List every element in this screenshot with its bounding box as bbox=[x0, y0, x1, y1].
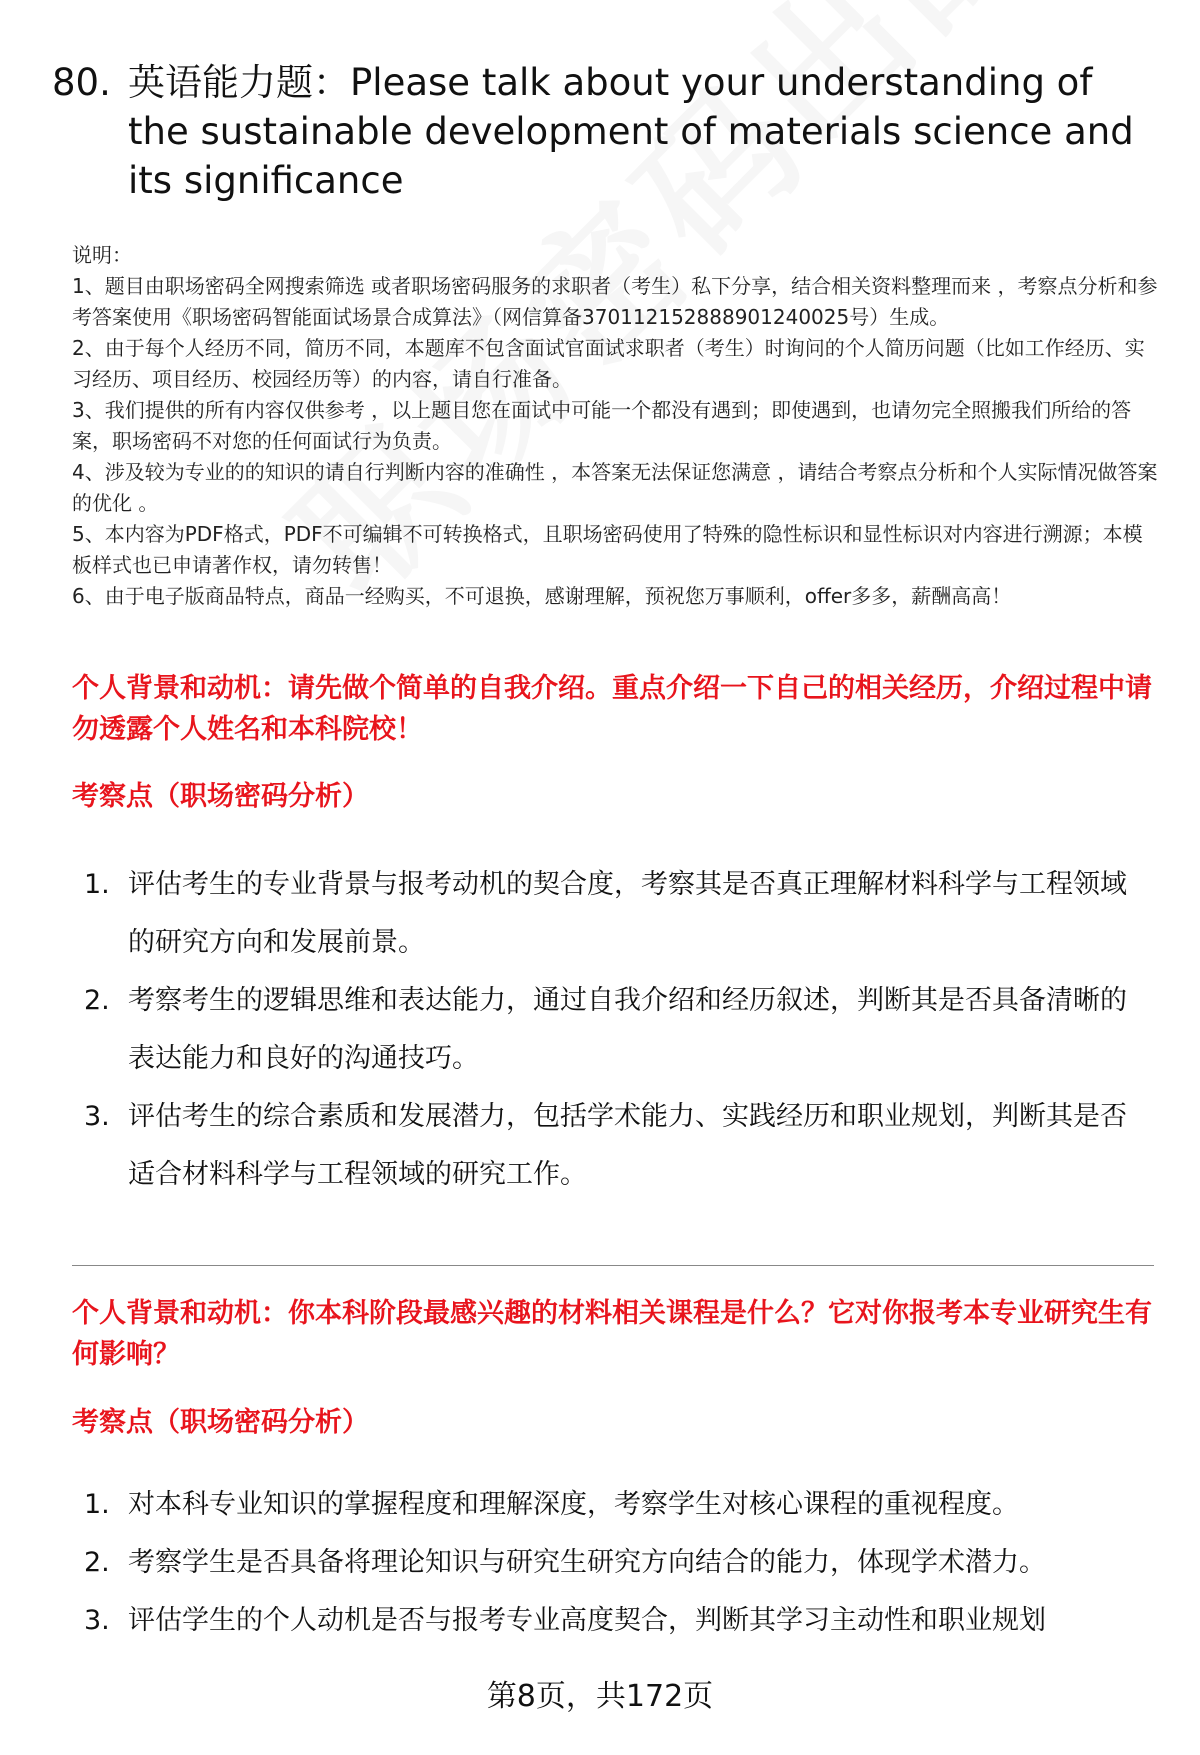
section2-question: 个人背景和动机：你本科阶段最感兴趣的材料相关课程是什么？它对你报考本专业研究生有何影响？ bbox=[72, 1298, 1152, 1370]
notes-heading: 说明： bbox=[72, 243, 132, 267]
question-text: 英语能力题：Please talk about your understanding of the sustainable development of materials science and its significance bbox=[128, 61, 1134, 202]
list-item bbox=[84, 972, 1144, 1088]
note-item: 1、题目由职场密码全网搜索筛选 或者职场密码服务的求职者（考生）私下分享，结合相关资料整理而来 ，考察点分析和参考答案使用《职场密码智能面试场景合成算法》（网信算备370112152888901240025号）生成。 bbox=[72, 274, 1158, 329]
list-item-number: 2. bbox=[84, 985, 110, 1016]
list-item-number: 3. bbox=[84, 1101, 110, 1132]
list-item-text: 考察学生是否具备将理论知识与研究生研究方向结合的能力，体现学术潜力。 bbox=[128, 1547, 1046, 1578]
question-title bbox=[52, 58, 1152, 205]
list-item-text: 考察考生的逻辑思维和表达能力，通过自我介绍和经历叙述，判断其是否具备清晰的表达能力和良好的沟通技巧。 bbox=[128, 985, 1127, 1074]
section1-points bbox=[84, 856, 1144, 1204]
list-item-number: 1. bbox=[84, 1489, 110, 1520]
section-divider bbox=[72, 1265, 1154, 1266]
section2-points bbox=[84, 1476, 1144, 1650]
note-item: 5、本内容为PDF格式，PDF不可编辑不可转换格式，且职场密码使用了特殊的隐性标识和显性标识对内容进行溯源；本模板样式也已申请著作权，请勿转售！ bbox=[72, 522, 1143, 577]
list-item-text: 对本科专业知识的掌握程度和理解深度，考察学生对核心课程的重视程度。 bbox=[128, 1489, 1019, 1520]
list-item-number: 1. bbox=[84, 869, 110, 900]
list-item-number: 2. bbox=[84, 1547, 110, 1578]
list-item bbox=[84, 856, 1144, 972]
note-item: 2、由于每个人经历不同，简历不同，本题库不包含面试官面试求职者（考生）时询问的个人简历问题（比如工作经历、实习经历、项目经历、校园经历等）的内容，请自行准备。 bbox=[72, 336, 1145, 391]
list-item-text: 评估考生的综合素质和发展潜力，包括学术能力、实践经历和职业规划，判断其是否适合材料科学与工程领域的研究工作。 bbox=[128, 1101, 1127, 1190]
section1-question: 个人背景和动机：请先做个简单的自我介绍。重点介绍一下自己的相关经历，介绍过程中请勿透露个人姓名和本科院校！ bbox=[72, 673, 1152, 745]
list-item-text: 评估考生的专业背景与报考动机的契合度，考察其是否真正理解材料科学与工程领域的研究方向和发展前景。 bbox=[128, 869, 1127, 958]
notes-block bbox=[72, 240, 1162, 612]
note-item: 6、由于电子版商品特点，商品一经购买，不可退换，感谢理解，预祝您万事顺利，offer多多，薪酬高高！ bbox=[72, 584, 1012, 608]
list-item bbox=[84, 1088, 1144, 1204]
list-item-number: 3. bbox=[84, 1605, 110, 1636]
list-item bbox=[84, 1534, 1144, 1592]
question-number: 80. bbox=[52, 61, 111, 104]
list-item bbox=[84, 1476, 1144, 1534]
section2-kaocha-title: 考察点（职场密码分析） bbox=[72, 1407, 369, 1438]
note-item: 3、我们提供的所有内容仅供参考 ，以上题目您在面试中可能一个都没有遇到；即使遇到，也请勿完全照搬我们所给的答案，职场密码不对您的任何面试行为负责。 bbox=[72, 398, 1132, 453]
list-item bbox=[84, 1592, 1144, 1650]
note-item: 4、涉及较为专业的的知识的请自行判断内容的准确性 ，本答案无法保证您满意 ，请结合考察点分析和个人实际情况做答案的优化 。 bbox=[72, 460, 1158, 515]
section1-kaocha-title: 考察点（职场密码分析） bbox=[72, 781, 369, 812]
page-footer: 第8页，共172页 bbox=[486, 1679, 714, 1714]
list-item-text: 评估学生的个人动机是否与报考专业高度契合，判断其学习主动性和职业规划 bbox=[128, 1605, 1046, 1636]
